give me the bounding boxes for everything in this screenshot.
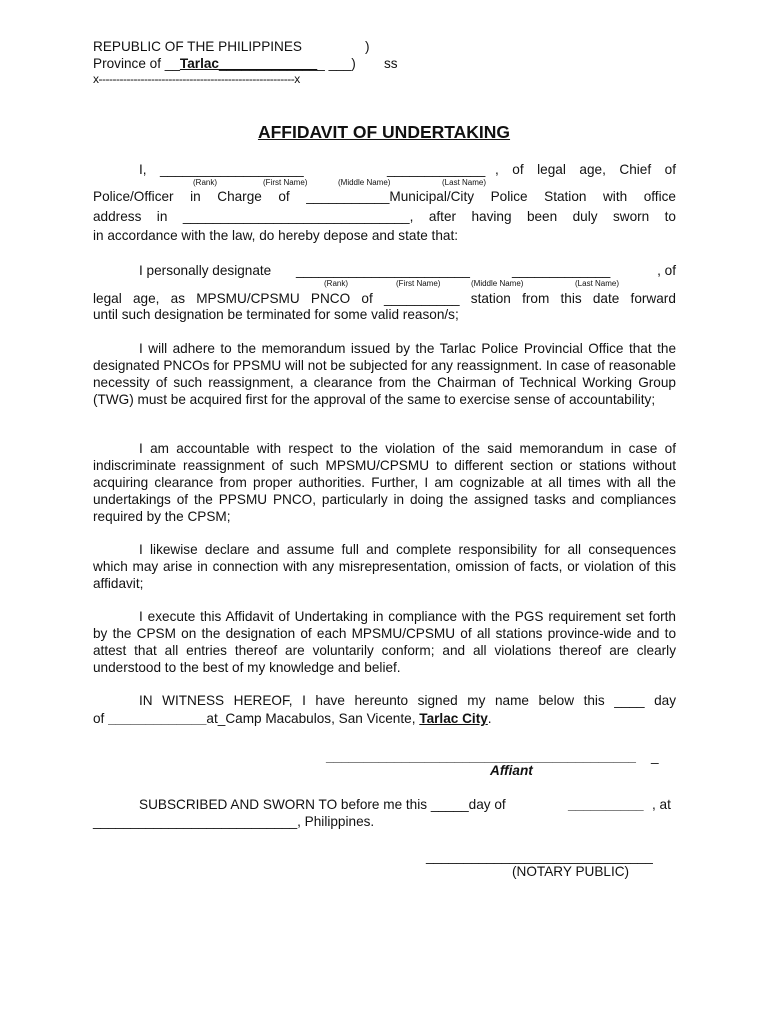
paragraph-3-text: I will adhere to the memorandum issued by the Tarlac Police Provincial Office that the designated PNCOs for PPSMU will not be subjected for any reassignment. In case of reasonable necessity of such reassignment, a clearance from the Chairman of Technical Working Group (TWG) must be acquired first for the approval of the same to exercise sense of accountability; xyxy=(93,341,676,407)
sworn-line-2: ___________________________, Philippines. xyxy=(93,814,375,829)
p1-caption-middle: (Middle Name) xyxy=(338,178,391,187)
p2-end: , of xyxy=(657,263,676,278)
header-separator: x--------------------------------------------------------x xyxy=(93,72,300,86)
paragraph-6 xyxy=(93,608,676,676)
p2-caption-rank: (Rank) xyxy=(324,279,349,288)
sworn-start: SUBSCRIBED AND SWORN TO before me this _____day of xyxy=(139,797,506,812)
affiant-line-dash: _ xyxy=(651,749,659,764)
province-label: Province of xyxy=(93,56,162,71)
p2-caption-middle: (Middle Name) xyxy=(471,279,524,288)
republic-line: REPUBLIC OF THE PHILIPPINES xyxy=(93,39,302,54)
witness-period: . xyxy=(487,711,492,726)
province-blank-post: _____________ xyxy=(218,56,318,71)
p1-end: , of legal age, Chief of xyxy=(495,162,676,177)
p1-caption-first: (First Name) xyxy=(263,178,308,187)
province-line xyxy=(93,56,356,72)
p1-line-2: Police/Officer in Charge of ___________Municipal/City Police Station with office xyxy=(93,189,676,204)
p1-caption-last: (Last Name) xyxy=(442,178,487,187)
p2-caption-last: (Last Name) xyxy=(575,279,620,288)
paragraph-4 xyxy=(93,440,676,525)
paragraph-3 xyxy=(93,340,676,408)
province-blank-tail: _ ___ xyxy=(317,56,352,71)
ss-label: ss xyxy=(384,56,398,71)
witness-of: of xyxy=(93,711,105,726)
province-paren: ) xyxy=(351,56,356,71)
witness-at: at_Camp Macabulos, San Vicente, xyxy=(206,711,416,726)
p1-caption-rank: (Rank) xyxy=(193,178,218,187)
affiant-signature-line: _________________________________________ xyxy=(326,749,636,764)
paragraph-6-text: I execute this Affidavit of Undertaking in compliance with the PGS requirement set forth by the CPSM on the designation of each MPSMU/CPSMU of all stations province-wide and to attest that all entries thereof are voluntarily conform; and all violations thereof are clearly understood to the best of my knowledge and belief. xyxy=(93,609,676,675)
witness-city: Tarlac City xyxy=(419,711,488,726)
p1-blank-1: ___________________ xyxy=(160,162,304,177)
paragraph-5 xyxy=(93,541,676,592)
p2-start: I personally designate xyxy=(139,263,272,278)
document-title: AFFIDAVIT OF UNDERTAKING xyxy=(257,122,511,142)
p1-start: I, xyxy=(139,162,147,177)
p2-line-3: until such designation be terminated for some valid reason/s; xyxy=(93,307,459,322)
p2-blank-2: _____________ xyxy=(512,263,611,278)
sworn-day-blank: __________ xyxy=(568,797,644,812)
notary-label: (NOTARY PUBLIC) xyxy=(512,864,630,879)
affiant-label: Affiant xyxy=(490,763,533,778)
province-value: Tarlac xyxy=(179,56,219,71)
p1-line-4: in accordance with the law, do hereby depose and state that: xyxy=(93,228,459,243)
notary-signature-line: ______________________________ xyxy=(426,849,653,864)
province-blank-pre: __ xyxy=(164,56,180,71)
paragraph-4-text: I am accountable with respect to the violation of the said memorandum in case of indiscriminate reassignment of such MPSMU/CPSMU to different section or stations without acquiring clearance from proper authorities. Further, I am cognizable at all times with all the undertakings of the PPSMU PNCO, particularly in doing the assigned tasks and compliances required by the CPSM; xyxy=(93,441,676,524)
republic-paren: ) xyxy=(365,39,370,54)
witness-line-2 xyxy=(93,711,492,727)
p1-blank-2: _____________ xyxy=(387,162,486,177)
p2-blank-1: _______________________ xyxy=(296,263,470,278)
paragraph-5-text: I likewise declare and assume full and complete responsibility for all consequences which may arise in connection with any misrepresentation, omission of facts, or violation of this affidavit; xyxy=(93,542,676,591)
p2-line-2: legal age, as MPSMU/CPSMU PNCO of __________ station from this date forward xyxy=(93,291,676,306)
witness-line-1: IN WITNESS HEREOF, I have hereunto signed my name below this ____ day xyxy=(139,693,676,708)
witness-day-blank: _____________ xyxy=(108,711,207,726)
sworn-end: , at xyxy=(652,797,671,812)
p1-line-3: address in ______________________________, after having been duly sworn to xyxy=(93,209,676,224)
p2-caption-first: (First Name) xyxy=(396,279,441,288)
